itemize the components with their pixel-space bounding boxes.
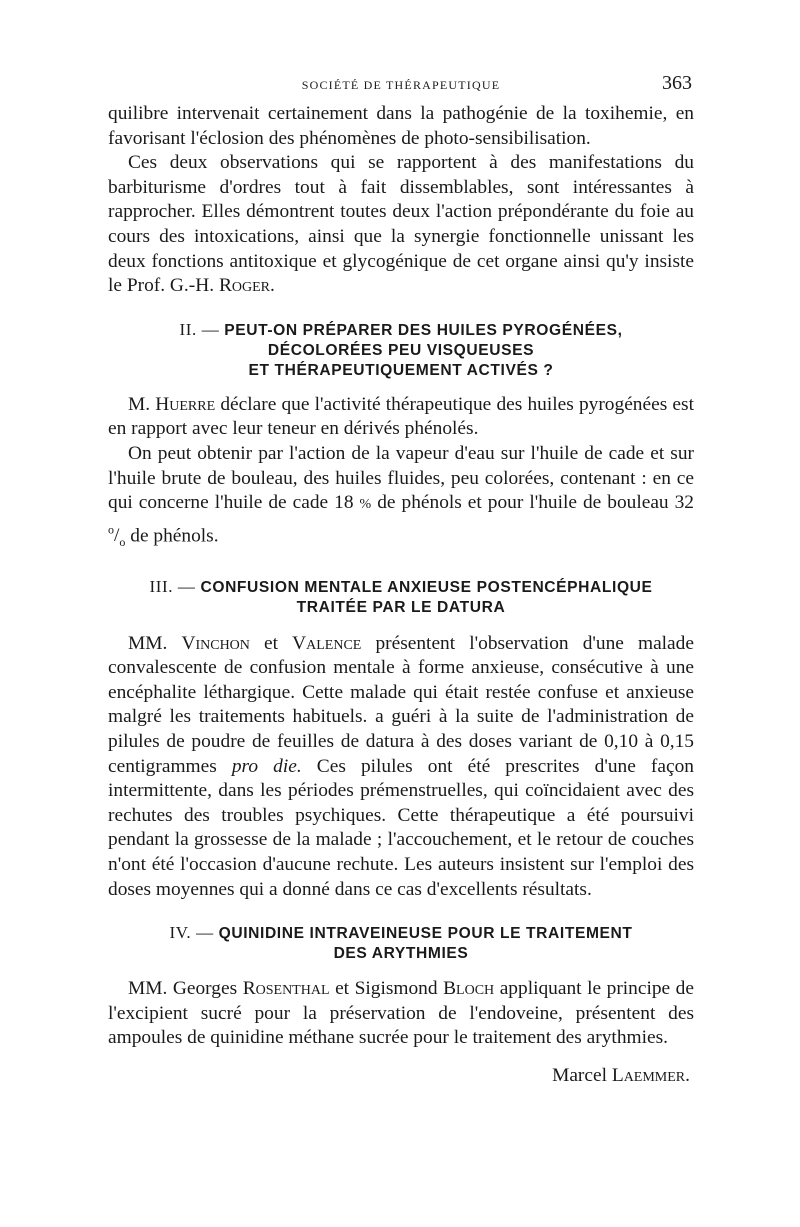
text-and: et: [264, 632, 279, 654]
author-name: Vinchon: [181, 632, 250, 654]
section-number: II. —: [179, 319, 220, 339]
document-page: [108, 72, 694, 1087]
percent-sign: %: [359, 497, 372, 513]
author-name: Bloch: [443, 978, 495, 1000]
paragraph-text: présentent l'observation d'une malade convalescente de confusion mentale à forme anxieuse, consécutive à une encéphalite léthargique. Cette malade qui était restée confuse et anxieuse malgré les traitements habituels. a guéri à la suite de l'administration de pilules de poudre de feuilles de datura à des doses variant de 0,10 à 0,15 centigrammes: [108, 632, 694, 777]
author-name: Huerre: [155, 393, 216, 415]
paragraph-text: de phénols et pour l'huile de bouleau 32: [377, 492, 695, 514]
percent-sup: o: [108, 522, 114, 537]
text-prefix: MM.: [128, 632, 168, 654]
section-3-paragraph: [108, 632, 694, 903]
section-heading-2-line-3: ET THÉRAPEUTIQUEMENT ACTIVÉS ?: [248, 361, 554, 379]
paragraph-text: Ces pilules ont été prescrites d'une façon intermittente, dans les périodes prémenstruelles, qui coïncidaient avec des rechutes des troubles psychiques. Cette thérapeutique a été poursuivi pendant la grossesse de la malade ; l'accouchement, et le retour de couches n'ont été l'occasion d'aucune rechute. Les auteurs insistent sur l'emploi des doses moyennes qui a donné dans ce cas d'excellents résultats.: [108, 755, 694, 900]
signature-first-name: Marcel: [552, 1064, 607, 1086]
paragraph-text: déclare que l'activité thérapeutique des huiles pyrogénées est en rapport avec leur teneur en dérivés phénolés.: [108, 393, 694, 440]
running-head: [108, 72, 694, 102]
section-number: IV. —: [169, 923, 214, 943]
signature-last-name: Laemmer: [611, 1064, 686, 1086]
author-name: Valence: [292, 632, 362, 654]
section-heading-4-line-1: [108, 923, 694, 944]
paragraph-text: appliquant le principe de l'excipient sucré pour la préservation de l'endoveine, présentent des ampoules de quinidine méthane sucrée pour le traitement des arythmies.: [108, 978, 694, 1049]
text-mid: et Sigismond: [335, 978, 438, 1000]
text-prefix: M.: [128, 393, 151, 415]
intro-paragraph-continued: [108, 102, 694, 151]
page-number: 363: [662, 72, 692, 94]
intro-text-1: quilibre intervenait certainement dans la pathogénie de la toxihemie, en favorisant l'éclosion des phénomènes de photo-sensibilisation.: [108, 103, 694, 149]
section-heading-2-line-2: DÉCOLORÉES PEU VISQUEUSES: [267, 341, 535, 359]
section-heading-2-line-1: [108, 320, 694, 341]
section-heading-3-line-2: TRAITÉE PAR LE DATURA: [296, 598, 506, 616]
running-title: SOCIÉTÉ DE THÉRAPEUTIQUE: [301, 78, 501, 92]
section-heading-2: [108, 320, 694, 381]
signature: [108, 1065, 694, 1087]
percent-slash: /: [114, 525, 120, 547]
paragraph-text: de phénols.: [130, 525, 219, 547]
section-heading-4-line-2: DES ARYTHMIES: [333, 945, 469, 963]
intro-text-2-end: .: [270, 275, 275, 297]
section-title-line: PEUT-ON PRÉPARER DES HUILES PYROGÉNÉES,: [224, 321, 623, 339]
section-heading-3: [108, 577, 694, 618]
intro-paragraph-2: [108, 151, 694, 299]
italic-text: pro die.: [231, 755, 302, 777]
section-title-line: QUINIDINE INTRAVEINEUSE POUR LE TRAITEMENT: [218, 925, 633, 943]
text-prefix: MM. Georges: [128, 978, 238, 1000]
paragraph-text: On peut obtenir par l'action de la vapeur d'eau sur l'huile de cade et sur l'huile brute de bouleau, des huiles fluides, peu colorées, contenant : en ce qui concerne l'huile de cade 18: [108, 442, 694, 514]
section-4-paragraph: [108, 977, 694, 1051]
section-2-paragraph-2: [108, 442, 694, 555]
section-title-line: CONFUSION MENTALE ANXIEUSE POSTENCÉPHALIQUE: [200, 578, 653, 596]
author-name: Rosenthal: [242, 978, 330, 1000]
author-name: Roger: [218, 275, 270, 297]
section-number: III. —: [149, 576, 196, 596]
section-heading-3-line-1: [108, 577, 694, 598]
signature-end: .: [685, 1064, 690, 1086]
intro-text-2: Ces deux observations qui se rapportent à des manifestations du barbiturisme d'ordres tout à fait dissemblables, sont intéressantes à rapprocher. Elles démontrent toutes deux l'action prépondérante du foie au cours des intoxications, ainsi que la synergie fonctionnelle unissant les deux fonctions antitoxique et glycogénique de cet organe ainsi qu'y insiste le Prof. G.-H.: [108, 152, 694, 297]
percent-sign: [108, 522, 126, 550]
section-2-paragraph-1: [108, 393, 694, 442]
percent-sub: o: [119, 535, 126, 550]
section-heading-4: [108, 923, 694, 964]
